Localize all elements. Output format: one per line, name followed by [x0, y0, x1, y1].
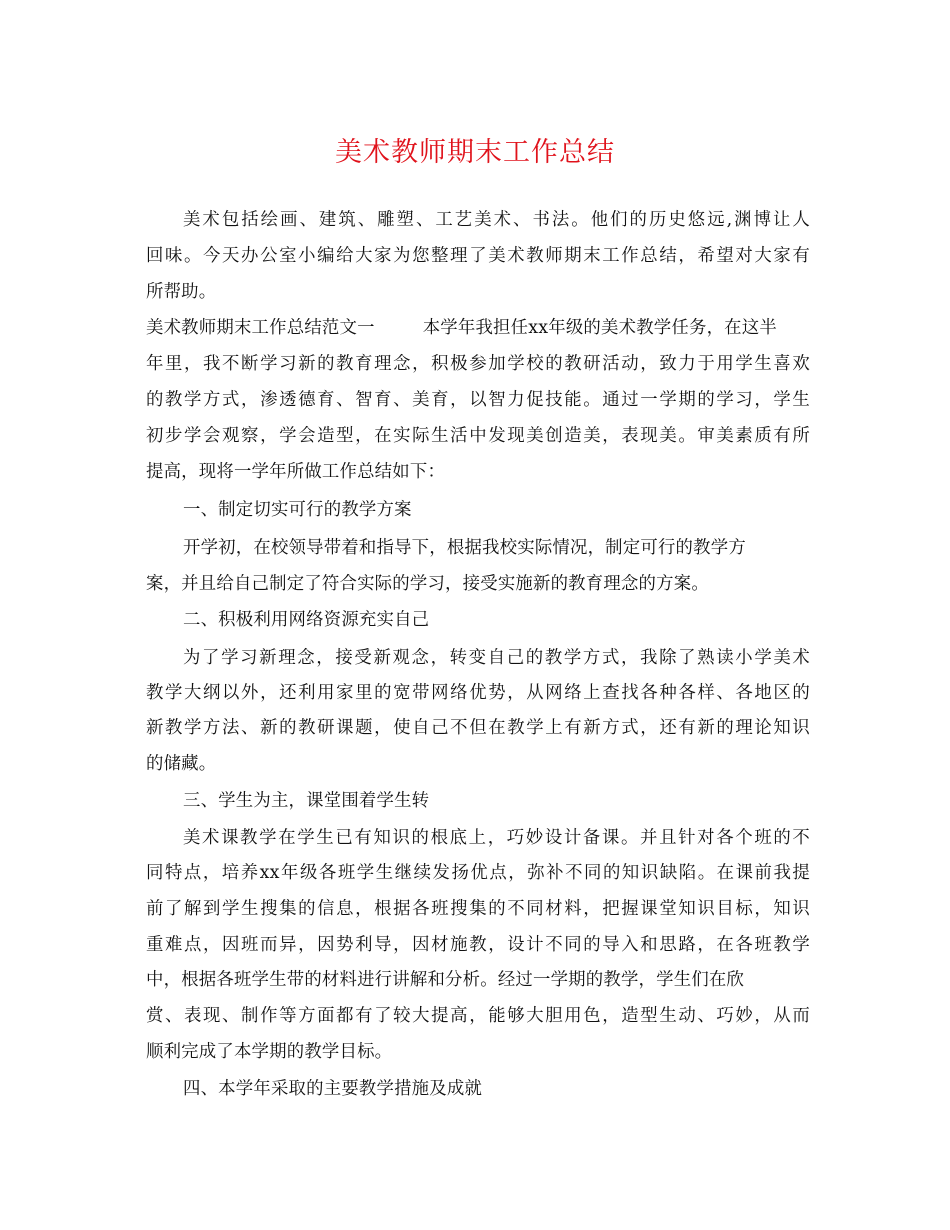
intro-line-2: 回味。今天办公室小编给大家为您整理了美术教师期末工作总结，希望对大家有 — [146, 246, 810, 266]
sample-heading: 美术教师期末工作总结范文一 — [146, 318, 375, 338]
section3-line-1: 美术课教学在学生已有知识的根底上，巧妙设计备课。并且针对各个班的不 — [183, 828, 810, 848]
section2-line-2: 教学大纲以外，还利用家里的宽带网络优势，从网络上查找各种各样、各地区的 — [146, 683, 810, 703]
section2-heading: 二、积极利用网络资源充实自己 — [183, 610, 430, 630]
section2-line-1: 为了学习新理念，接受新观念，转变自己的教学方式，我除了熟读小学美术 — [183, 648, 810, 668]
section1-line-1: 开学初，在校领导带着和指导下，根据我校实际情况，制定可行的教学方 — [183, 538, 746, 558]
section3-line-7: 顺利完成了本学期的教学目标。 — [146, 1042, 393, 1062]
section3-line-6: 赏、表现、制作等方面都有了较大提高，能够大胆用色，造型生动、巧妙，从而 — [146, 1006, 810, 1026]
intro-line-3: 所帮助。 — [146, 282, 217, 302]
section2-line-4: 的储藏。 — [146, 754, 217, 774]
section2-line-3: 新教学方法、新的教研课题，使自己不但在教学上有新方式，还有新的理论知识 — [146, 718, 810, 738]
sample-line-2: 的教学方式，渗透德育、智育、美育，以智力促技能。通过一学期的学习，学生 — [146, 390, 810, 410]
sample-line-4: 提高，现将一学年所做工作总结如下： — [146, 462, 446, 482]
section3-heading: 三、学生为主，课堂围着学生转 — [183, 791, 430, 811]
sample-first-line: 本学年我担任xx年级的美术教学任务，在这半 — [422, 318, 777, 338]
sample-line-1: 年里，我不断学习新的教育理念，积极参加学校的教研活动，致力于用学生喜欢 — [146, 354, 810, 374]
section3-line-4: 重难点，因班而异，因势利导，因材施教，设计不同的导入和思路，在各班教学 — [146, 935, 810, 955]
sample-first-row — [146, 320, 810, 337]
intro-line-1: 美术包括绘画、建筑、雕塑、工艺美术、书法。他们的历史悠远,渊博让人 — [183, 210, 810, 230]
section3-line-3: 前了解到学生搜集的信息，根据各班搜集的不同材料，把握课堂知识目标，知识 — [146, 899, 810, 919]
section1-line-2: 案，并且给自己制定了符合实际的学习，接受实施新的教育理念的方案。 — [146, 574, 709, 594]
section3-line-5: 中，根据各班学生带的材料进行讲解和分析。经过一学期的教学，学生们在欣 — [146, 970, 745, 990]
sample-line-3: 初步学会观察，学会造型，在实际生活中发现美创造美，表现美。审美素质有所 — [146, 426, 810, 446]
section4-heading: 四、本学年采取的主要教学措施及成就 — [183, 1079, 483, 1099]
section3-line-2: 同特点，培养xx年级各班学生继续发扬优点，弥补不同的知识缺陷。在课前我提 — [146, 863, 810, 883]
section1-heading: 一、制定切实可行的教学方案 — [183, 500, 412, 520]
document-title: 美术教师期末工作总结 — [335, 137, 615, 168]
